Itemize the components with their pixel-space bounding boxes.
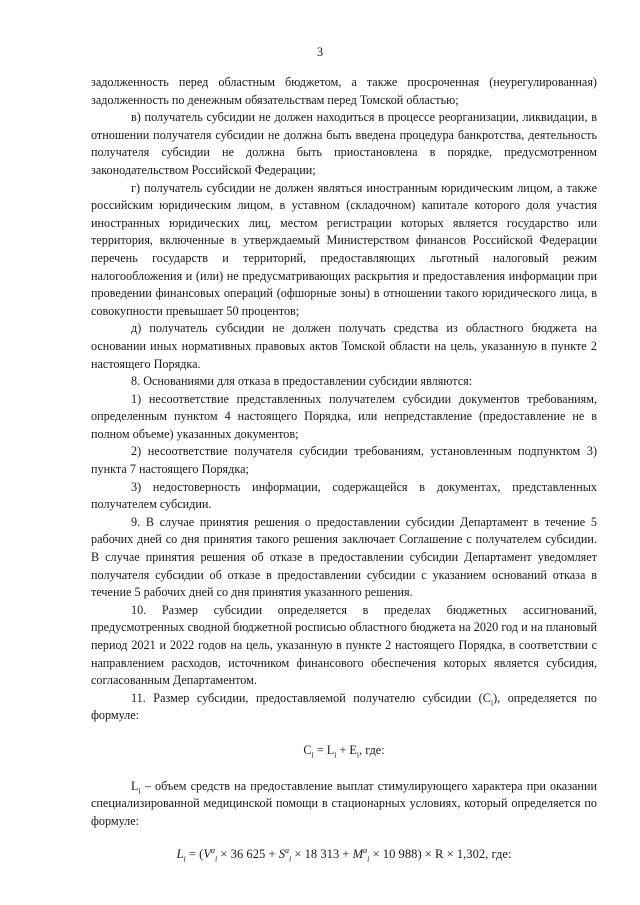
formula-text: × 36 625 + <box>217 847 279 862</box>
superscript: a <box>363 846 368 856</box>
paragraph: 8. Основаниями для отказа в предоставлении субсидии являются: <box>131 374 473 389</box>
formula-symbol: L <box>176 847 184 862</box>
formula-text: × 10 988) × R × 1,302, где: <box>369 847 512 862</box>
paragraph: 1) несоответствие представленных получателем субсидии документов требованиям, определенным пунктом 4 настоящего Порядка, или непредставление (предоставление не в полном объеме) указанных документов; <box>91 391 597 441</box>
formula-text: = ( <box>185 847 204 862</box>
subscript: i <box>490 698 494 708</box>
subscript: i <box>356 750 360 760</box>
paragraph: г) получатель субсидии не должен являться иностранным юридическим лицом, а также российским юридическим лицом, в уставном (складочном) капитале которого доля участия иностранных юридических лиц, местом регистрации которых является государство или территория, включенные в утверждаемый Министерством финансов Российской Федерации перечень государств и территорий, предоставляющих льготный налоговый режим налогообложения и (или) не предусматривающих раскрытия и предоставления информации при проведении финансовых операций (офшорные зоны) в отношении такого юридического лица, в совокупности превышает 50 процентов; <box>91 180 597 318</box>
superscript: a <box>285 846 289 856</box>
paragraph <box>91 690 597 725</box>
formula-text: × 18 313 + <box>291 847 353 862</box>
formula-symbol: C <box>303 742 312 757</box>
formula-text: + E <box>336 742 357 757</box>
subscript: i <box>183 854 186 864</box>
superscript: a <box>211 846 216 856</box>
paragraph: 2) несоответствие получателя субсидии требованиям, установленным подпунктом 3) пункта 7 настоящего Порядка; <box>91 444 597 477</box>
paragraph: в) получатель субсидии не должен находиться в процессе реорганизации, ликвидации, в отношении получателя субсидии не должна быть введена процедура банкротства, деятельность получателя субсидии не должна быть приостановлена в порядке, предусмотренном законодательством Российской Федерации; <box>91 110 597 177</box>
paragraph <box>91 778 597 831</box>
subscript: i <box>215 854 218 864</box>
formula-incentive-payments <box>91 846 597 864</box>
formula-text: , где: <box>359 742 385 757</box>
paragraph: 3) недостоверность информации, содержащейся в документах, представленных получателем субсидии. <box>91 479 597 512</box>
document-body <box>91 74 597 864</box>
formula-symbol: V <box>203 847 212 862</box>
subscript: i <box>138 786 141 795</box>
text-run: 11. Размер субсидии, предоставляемой получателю субсидии (C <box>131 690 491 705</box>
subscript: i <box>311 750 314 760</box>
formula-symbol: L <box>131 778 139 793</box>
paragraph: 10. Размер субсидии определяется в пределах бюджетных ассигнований, предусмотренных сводной бюджетной росписью областного бюджета на 2020 год и на плановый период 2021 и 2022 годов на цель, указанную в пункте 2 настоящего Порядка, в соответствии с направлением расходов, источником финансового обеспечения которых является субсидия, согласованным Департаментом. <box>91 602 597 688</box>
paragraph: задолженность перед областным бюджетом, а также просроченная (неурегулированная) задолженность по денежным обязательствам перед Томской областью; <box>91 75 597 107</box>
subscript: i <box>334 750 337 760</box>
paragraph: 9. В случае принятия решения о предоставлении субсидии Департамент в течение 5 рабочих дней со дня принятия такого решения заключает Соглашение с получателем субсидии. В случае принятия решения об отказе в предоставлении субсидии Департамент уведомляет получателя субсидии об отказе в предоставлении субсидии с указанием оснований отказа в течение 5 рабочих дней со дня принятия указанного решения. <box>91 514 597 600</box>
formula-symbol: S <box>278 847 285 862</box>
formula-subsidy-size <box>91 742 597 760</box>
formula-symbol: M <box>352 847 364 862</box>
paragraph: д) получатель субсидии не должен получать средства из областного бюджета на основании иных нормативных правовых актов Томской области на цель, указанную в пункте 2 настоящего Порядка. <box>91 321 597 371</box>
subscript: i <box>367 854 370 864</box>
page-number: 3 <box>316 45 324 59</box>
text-run: – объем средств на предоставление выплат стимулирующего характера при оказании специализированной медицинской помощи в стационарных условиях, который определяется по формуле: <box>91 778 597 828</box>
formula-text: = L <box>313 742 335 757</box>
subscript: i <box>289 854 292 864</box>
text-run: ), определяется по формуле: <box>91 690 597 723</box>
